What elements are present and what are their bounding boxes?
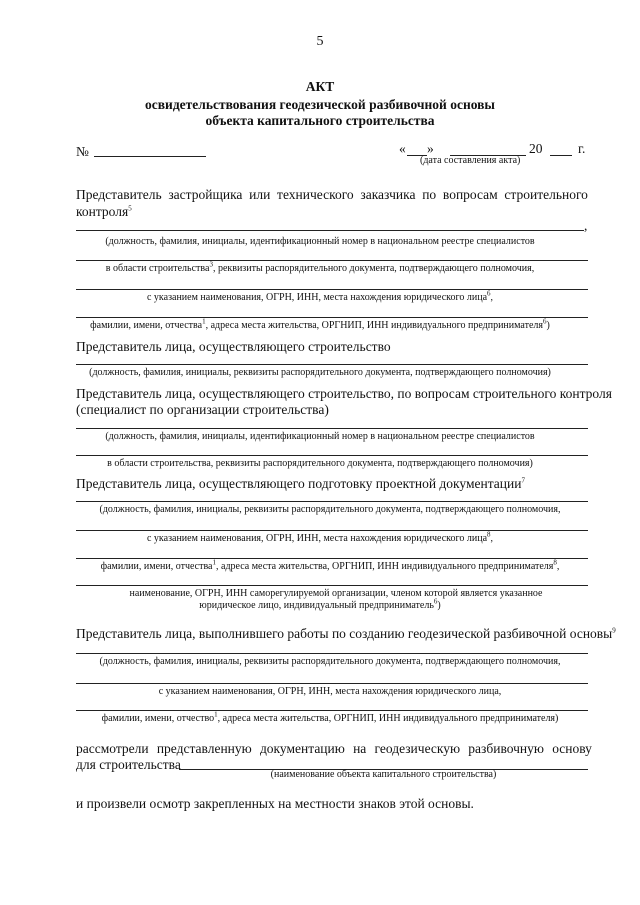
builder-representative-heading: Представитель лица, осуществляющего строительство [76, 339, 391, 354]
date-quote-open: « [399, 141, 406, 156]
customer-rep-field-4[interactable] [76, 317, 588, 318]
customer-rep-field-2[interactable] [76, 260, 588, 261]
design-rep-field-3[interactable] [76, 558, 588, 559]
caption: юридическое лицо, индивидуальный предприниматель$^6$) [199, 597, 441, 611]
caption: фамилии, имени, отчество$^1$, адреса места жительства, ОРГНИП, ИНН индивидуального предпринимателя) [101, 710, 559, 724]
design-rep-field-2[interactable] [76, 530, 588, 531]
trailing-comma: , [584, 218, 588, 233]
caption: (должность, фамилия, инициалы, реквизиты распорядительного документа, подтверждающего полномочия) [89, 367, 551, 378]
caption: в области строительства, реквизиты распорядительного документа, подтверждающего полномочия) [107, 458, 533, 469]
document-subtitle-line2: объекта капитального строительства [205, 113, 435, 128]
document-subtitle-line1: освидетельствования геодезической разбивочной основы [145, 97, 495, 112]
geodetic-rep-field-3[interactable] [76, 710, 588, 711]
caption: с указанием наименования, ОГРН, ИНН, места нахождения юридического лица, [158, 686, 502, 697]
caption: в области строительства$^3$, реквизиты распорядительного документа, подтверждающего полномочия, [105, 260, 535, 274]
final-statement: и произвели осмотр закрепленных на местности знаков этой основы. [76, 796, 474, 811]
date-caption: (дата составления акта) [420, 155, 521, 166]
design-representative-heading: Представитель лица, осуществляющего подготовку проектной документации$^7$ [76, 476, 525, 491]
geodetic-representative-heading: Представитель лица, выполнившего работы по созданию геодезической разбивочной основы$^9$ [76, 626, 616, 641]
date-quote-close: » [427, 141, 434, 156]
customer-representative-heading-cont: контроля$^5$ [76, 204, 132, 219]
caption: (должность, фамилия, инициалы, реквизиты распорядительного документа, подтверждающего полномочия, [99, 656, 561, 667]
date-year-prefix: 20 [529, 141, 543, 156]
construction-control-field-2[interactable] [76, 455, 588, 456]
customer-rep-field-1[interactable] [76, 230, 584, 231]
date-year-suffix: г. [578, 141, 586, 156]
caption: (наименование объекта капитального строительства) [270, 769, 497, 780]
page-number: 5 [316, 34, 324, 49]
caption: (должность, фамилия, инициалы, идентификационный номер в национальном реестре специалистов [105, 236, 535, 247]
geodetic-rep-field-2[interactable] [76, 683, 588, 684]
caption: наименование, ОГРН, ИНН саморегулируемой организации, членом которой является указанное [129, 588, 543, 599]
caption: с указанием наименования, ОГРН, ИНН, места нахождения юридического лица$^6$, [146, 289, 494, 303]
design-rep-field-4[interactable] [76, 585, 588, 586]
reviewed-statement: рассмотрели представленную документацию на геодезическую разбивочную основу [76, 741, 592, 756]
geodetic-rep-field-1[interactable] [76, 653, 588, 654]
act-number-field[interactable] [94, 156, 206, 157]
date-year-field[interactable] [550, 155, 572, 156]
caption: (должность, фамилия, инициалы, реквизиты распорядительного документа, подтверждающего полномочия, [99, 504, 561, 515]
act-number-sign: № [76, 144, 89, 159]
construction-label: для строительства [76, 757, 181, 772]
caption: фамилии, имени, отчества$^1$, адреса места жительства, ОРГНИП, ИНН индивидуального предпринимателя$^6$) [90, 317, 550, 331]
caption: (должность, фамилия, инициалы, идентификационный номер в национальном реестре специалистов [105, 431, 535, 442]
customer-representative-heading: Представитель застройщика или технического заказчика по вопросам строительного [76, 187, 588, 202]
construction-control-field-1[interactable] [76, 428, 588, 429]
builder-rep-field[interactable] [76, 364, 588, 365]
document-title: АКТ [305, 79, 335, 94]
construction-control-heading-cont: (специалист по организации строительства) [76, 402, 329, 417]
customer-rep-field-3[interactable] [76, 289, 588, 290]
construction-control-heading: Представитель лица, осуществляющего строительство, по вопросам строительного контроля [76, 386, 612, 401]
caption: фамилии, имени, отчества$^1$, адреса места жительства, ОРГНИП, ИНН индивидуального предпринимателя$^8$, [100, 558, 560, 572]
caption: с указанием наименования, ОГРН, ИНН, места нахождения юридического лица$^8$, [146, 530, 494, 544]
design-rep-field-1[interactable] [76, 501, 588, 502]
